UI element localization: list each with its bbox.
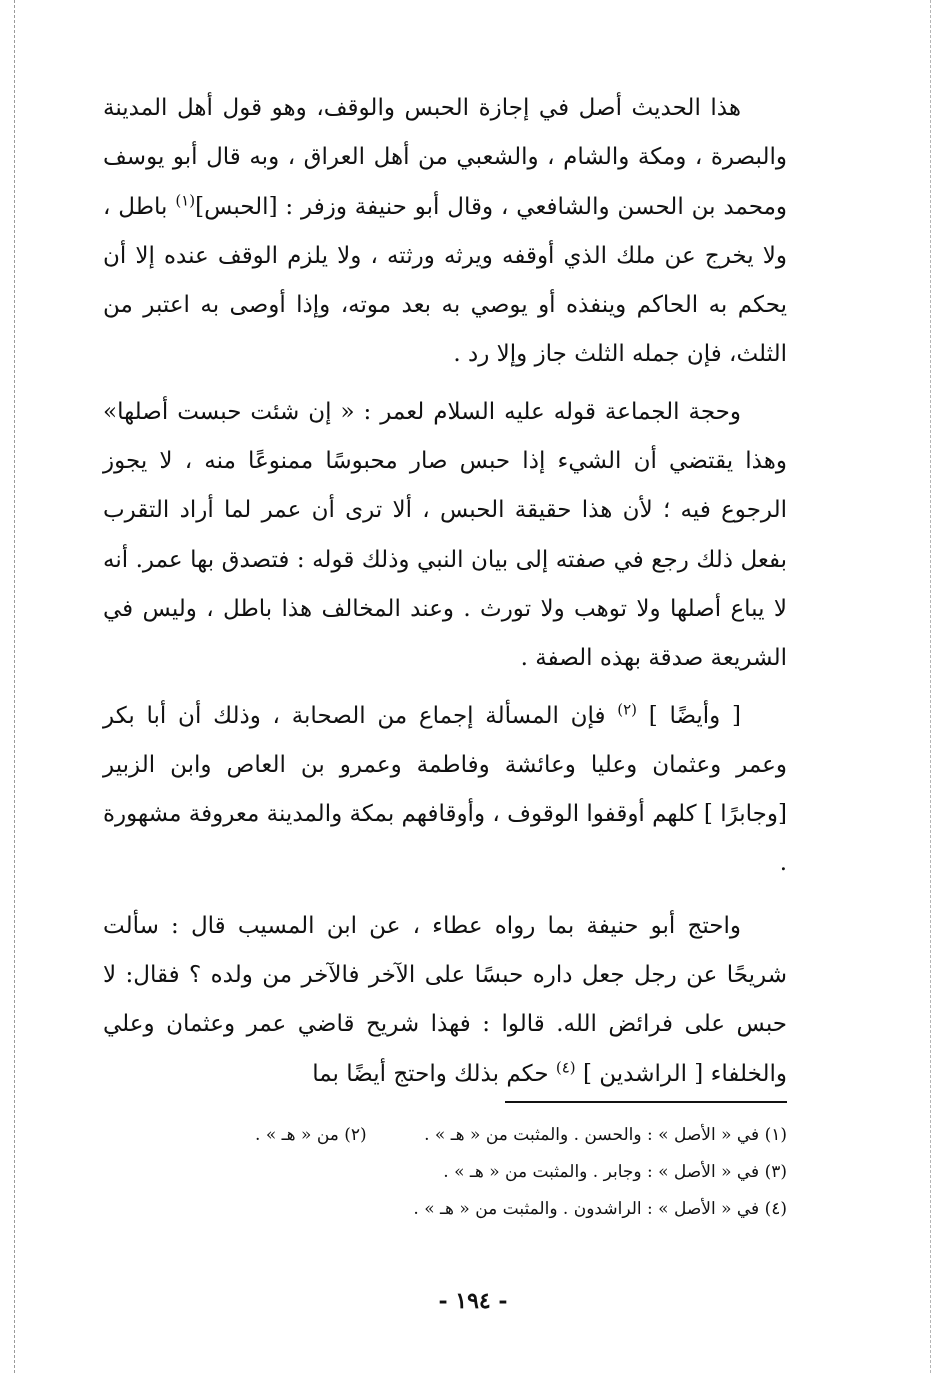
footnote-line-3: [110, 1191, 787, 1228]
footnote-separator: [505, 1101, 787, 1103]
paragraph-2: [103, 388, 787, 684]
paragraph-4: [103, 902, 787, 1099]
footnote-3: (٣) في « الأصل » : وجابر . والمثبت من « هـ » .: [443, 1162, 787, 1182]
footnote-ref-4: (٤): [555, 1057, 576, 1076]
footnotes: [110, 1117, 787, 1228]
footnote-line-2: [110, 1154, 787, 1191]
scan-left-edge: [14, 0, 15, 1373]
footnote-ref-2: (٢): [617, 699, 637, 718]
footnote-1: (١) في « الأصل » : والحسن . والمثبت من « هـ » .: [424, 1125, 787, 1145]
paragraph-3-text-continued: فإن المسألة إجماع من الصحابة ، وذلك أن أبا بكر وعمر وعثمان وعليا وعائشة وفاطمة وعمرو بن العاص وابن الزبير [وجابرًا ] كلهم أوقفوا الوقوف ، وأوقافهم بمكة والمدينة معروفة مشهورة .: [103, 702, 787, 877]
footnote-line-1: [110, 1117, 787, 1154]
paragraph-3: [103, 692, 787, 889]
paragraph-1: [103, 84, 787, 380]
footnote-4: (٤) في « الأصل » : الراشدون . والمثبت من « هـ » .: [413, 1199, 787, 1219]
scan-right-edge: [930, 0, 931, 1373]
paragraph-3-text: [ وأيضًا ]: [637, 702, 741, 729]
paragraph-1-text: هذا الحديث أصل في إجازة الحبس والوقف، وهو قول أهل المدينة والبصرة ، ومكة والشام ، والشعبي من أهل العراق ، وبه قال أبو يوسف ومحمد بن الحسن والشافعي ، وقال أبو حنيفة وزفر : [الحبس]: [103, 95, 788, 220]
footnote-2: (٢) من « هـ » .: [255, 1125, 367, 1145]
footnote-ref-1: (١): [175, 190, 196, 209]
page-body: [103, 84, 787, 1099]
paragraph-1-text-continued: باطل ، ولا يخرج عن ملك الذي أوقفه ويرثه ورثته ، ولا يلزم الوقف عنده إلا أن يحكم به الحاكم وينفذه أو يوصي به بعد موته، وإذا أوصى به اعتبر من الثلث، فإن جمله الثلث جاز وإلا رد .: [103, 193, 787, 368]
page-number: - ١٩٤ -: [438, 1288, 508, 1314]
paragraph-4-text-continued: حكم بذلك واحتج أيضًا بما: [312, 1060, 556, 1087]
paragraph-4-text: واحتج أبو حنيفة بما رواه عطاء ، عن ابن المسيب قال : سألت شريحًا عن رجل جعل داره حبسًا على الآخر فالآخر من ولده ؟ فقال: لا حبس على فرائض الله. قالوا : فهذا شريح قاضي عمر وعثمان وعلي والخلفاء [ الراشدين ]: [103, 912, 787, 1087]
paragraph-2-text: وحجة الجماعة قوله عليه السلام لعمر : « إن شئت حبست أصلها» وهذا يقتضي أن الشيء إذا حبس صار محبوسًا ممنوعًا منه ، لا يجوز الرجوع فيه ؛ لأن هذا حقيقة الحبس ، ألا ترى أن عمر لما أراد التقرب بفعل ذلك رجع في صفته إلى بيان النبي وذلك قوله : فتصدق بها عمر. أنه لا يباع أصلها ولا توهب ولا تورث . وعند المخالف هذا باطل ، وليس في الشريعة صدقة بهذه الصفة .: [103, 398, 787, 672]
